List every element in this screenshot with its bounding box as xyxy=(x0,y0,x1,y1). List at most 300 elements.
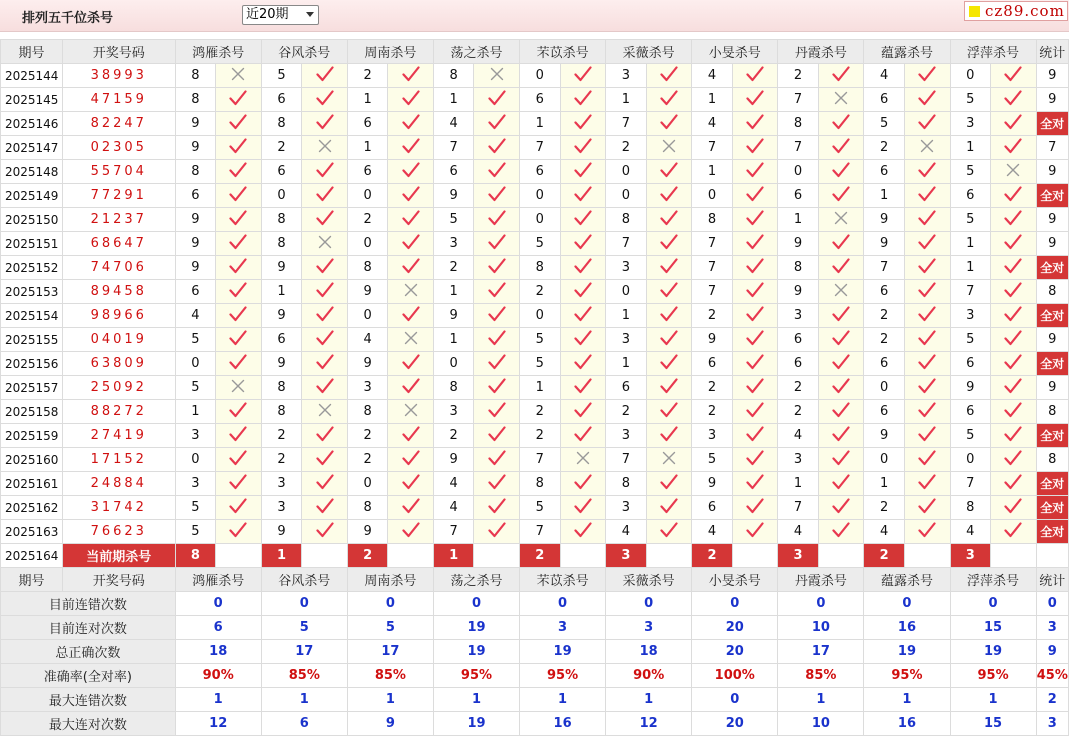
kill-number-cell: 5 xyxy=(175,328,216,352)
check-icon xyxy=(991,448,1037,472)
kill-number-cell: 7 xyxy=(950,472,991,496)
draw-number-cell: 47159 xyxy=(62,88,175,112)
check-icon xyxy=(904,88,950,112)
kill-number-cell: 7 xyxy=(433,136,474,160)
kill-number-cell: 3 xyxy=(950,112,991,136)
check-icon xyxy=(732,496,778,520)
kill-number-cell: 0 xyxy=(520,64,561,88)
check-icon xyxy=(474,400,520,424)
check-icon xyxy=(216,280,262,304)
check-icon xyxy=(818,520,864,544)
cross-icon xyxy=(818,88,864,112)
summary-value: 0 xyxy=(692,688,778,712)
kill-number-cell: 4 xyxy=(692,112,733,136)
check-icon xyxy=(646,256,692,280)
check-icon xyxy=(474,88,520,112)
kill-number-cell: 7 xyxy=(606,112,647,136)
current-issue-cell: 2025164 xyxy=(1,544,63,568)
col-header-issue: 期号 xyxy=(1,40,63,64)
issue-cell: 2025151 xyxy=(1,232,63,256)
check-icon xyxy=(991,256,1037,280)
check-icon xyxy=(560,112,606,136)
check-icon xyxy=(732,376,778,400)
check-icon xyxy=(646,424,692,448)
check-icon xyxy=(818,136,864,160)
issue-cell: 2025150 xyxy=(1,208,63,232)
stat-cell: 全对 xyxy=(1036,520,1068,544)
kill-number-cell: 2 xyxy=(261,136,302,160)
summary-value: 95% xyxy=(520,664,606,688)
check-icon xyxy=(904,112,950,136)
kill-number-cell: 9 xyxy=(347,280,388,304)
kill-number-cell: 8 xyxy=(347,256,388,280)
kill-number-cell: 2 xyxy=(520,400,561,424)
issue-cell: 2025148 xyxy=(1,160,63,184)
kill-number-cell: 3 xyxy=(606,424,647,448)
table-row xyxy=(1,256,1069,280)
kill-number-cell: 2 xyxy=(606,136,647,160)
draw-number-cell: 63809 xyxy=(62,352,175,376)
summary-value: 1 xyxy=(520,688,606,712)
kill-number-cell: 2 xyxy=(778,64,819,88)
col-header-expert: 周南杀号 xyxy=(347,40,433,64)
kill-number-cell: 0 xyxy=(606,184,647,208)
kill-number-cell: 1 xyxy=(950,232,991,256)
table-row xyxy=(1,232,1069,256)
check-icon xyxy=(388,448,434,472)
check-icon xyxy=(560,136,606,160)
kill-number-cell: 7 xyxy=(692,256,733,280)
kill-number-cell: 3 xyxy=(175,424,216,448)
col-header-issue: 期号 xyxy=(1,568,63,592)
summary-stat-value: 0 xyxy=(1036,592,1068,616)
kill-number-cell: 9 xyxy=(261,520,302,544)
stat-cell: 全对 xyxy=(1036,496,1068,520)
check-icon xyxy=(216,304,262,328)
kill-number-cell: 3 xyxy=(433,232,474,256)
kill-number-cell: 6 xyxy=(520,160,561,184)
kill-number-table xyxy=(0,39,1069,736)
check-icon xyxy=(646,376,692,400)
kill-number-cell: 8 xyxy=(347,496,388,520)
current-kill-label: 当前期杀号 xyxy=(62,544,175,568)
current-kill-number: 1 xyxy=(433,544,474,568)
check-icon xyxy=(732,88,778,112)
check-icon xyxy=(302,160,348,184)
current-kill-number: 2 xyxy=(692,544,733,568)
check-icon xyxy=(302,352,348,376)
draw-number-cell: 38993 xyxy=(62,64,175,88)
kill-number-cell: 8 xyxy=(261,208,302,232)
kill-number-cell: 7 xyxy=(778,136,819,160)
col-header-expert: 丹霞杀号 xyxy=(778,568,864,592)
check-icon xyxy=(302,304,348,328)
col-header-expert: 浮萍杀号 xyxy=(950,40,1036,64)
stat-cell: 全对 xyxy=(1036,184,1068,208)
kill-number-cell: 3 xyxy=(692,424,733,448)
check-icon xyxy=(991,280,1037,304)
draw-number-cell: 17152 xyxy=(62,448,175,472)
check-icon xyxy=(991,376,1037,400)
kill-number-cell: 0 xyxy=(347,184,388,208)
kill-number-cell: 7 xyxy=(692,232,733,256)
cross-icon xyxy=(216,376,262,400)
summary-value: 0 xyxy=(520,592,606,616)
check-icon xyxy=(646,400,692,424)
check-icon xyxy=(732,280,778,304)
kill-number-cell: 6 xyxy=(778,328,819,352)
kill-number-cell: 0 xyxy=(778,160,819,184)
kill-number-cell: 9 xyxy=(692,328,733,352)
kill-number-cell: 0 xyxy=(950,64,991,88)
check-icon xyxy=(560,376,606,400)
kill-number-cell: 4 xyxy=(692,64,733,88)
draw-number-cell: 68647 xyxy=(62,232,175,256)
kill-number-cell: 5 xyxy=(175,496,216,520)
summary-value: 85% xyxy=(778,664,864,688)
kill-number-cell: 2 xyxy=(606,400,647,424)
kill-number-cell: 7 xyxy=(606,232,647,256)
draw-number-cell: 31742 xyxy=(62,496,175,520)
check-icon xyxy=(388,520,434,544)
check-icon xyxy=(991,136,1037,160)
kill-number-cell: 9 xyxy=(433,448,474,472)
stat-cell: 全对 xyxy=(1036,304,1068,328)
check-icon xyxy=(646,64,692,88)
check-icon xyxy=(388,256,434,280)
col-header-draw: 开奖号码 xyxy=(62,40,175,64)
summary-row xyxy=(1,712,1069,736)
summary-stat-value: 9 xyxy=(1036,640,1068,664)
check-icon xyxy=(560,160,606,184)
check-icon xyxy=(302,256,348,280)
col-header-expert: 采薇杀号 xyxy=(606,40,692,64)
kill-number-cell: 5 xyxy=(864,112,905,136)
check-icon xyxy=(904,328,950,352)
check-icon xyxy=(388,496,434,520)
issue-cell: 2025160 xyxy=(1,448,63,472)
summary-value: 0 xyxy=(261,592,347,616)
check-icon xyxy=(991,64,1037,88)
summary-value: 19 xyxy=(433,640,519,664)
draw-number-cell: 04019 xyxy=(62,328,175,352)
kill-number-cell: 3 xyxy=(347,376,388,400)
kill-number-cell: 4 xyxy=(864,64,905,88)
cross-icon xyxy=(216,64,262,88)
check-icon xyxy=(818,352,864,376)
kill-number-cell: 9 xyxy=(864,208,905,232)
issue-cell: 2025156 xyxy=(1,352,63,376)
current-kill-blank xyxy=(302,544,348,568)
summary-value: 0 xyxy=(864,592,950,616)
check-icon xyxy=(904,496,950,520)
kill-number-cell: 6 xyxy=(261,328,302,352)
check-icon xyxy=(474,376,520,400)
check-icon xyxy=(732,520,778,544)
cross-icon xyxy=(388,328,434,352)
check-icon xyxy=(904,376,950,400)
kill-number-cell: 1 xyxy=(433,328,474,352)
check-icon xyxy=(560,256,606,280)
kill-number-cell: 6 xyxy=(175,280,216,304)
summary-value: 95% xyxy=(864,664,950,688)
summary-value: 1 xyxy=(175,688,261,712)
kill-number-cell: 2 xyxy=(692,376,733,400)
kill-number-cell: 6 xyxy=(950,184,991,208)
kill-number-cell: 1 xyxy=(175,400,216,424)
col-header-expert: 周南杀号 xyxy=(347,568,433,592)
check-icon xyxy=(732,400,778,424)
kill-number-cell: 2 xyxy=(433,256,474,280)
check-icon xyxy=(818,160,864,184)
kill-number-cell: 3 xyxy=(606,328,647,352)
check-icon xyxy=(560,304,606,328)
summary-label: 目前连错次数 xyxy=(1,592,176,616)
issue-cell: 2025152 xyxy=(1,256,63,280)
check-icon xyxy=(646,88,692,112)
current-kill-blank xyxy=(388,544,434,568)
site-logo[interactable] xyxy=(964,1,1068,21)
kill-number-cell: 6 xyxy=(433,160,474,184)
kill-number-cell: 6 xyxy=(950,352,991,376)
check-icon xyxy=(991,400,1037,424)
kill-number-cell: 8 xyxy=(606,208,647,232)
check-icon xyxy=(646,232,692,256)
check-icon xyxy=(302,184,348,208)
kill-number-cell: 4 xyxy=(347,328,388,352)
kill-number-cell: 2 xyxy=(433,424,474,448)
cross-icon xyxy=(388,280,434,304)
kill-number-cell: 8 xyxy=(175,64,216,88)
check-icon xyxy=(216,136,262,160)
draw-number-cell: 24884 xyxy=(62,472,175,496)
kill-number-cell: 7 xyxy=(520,448,561,472)
kill-number-cell: 4 xyxy=(433,496,474,520)
kill-number-cell: 3 xyxy=(261,496,302,520)
draw-number-cell: 82247 xyxy=(62,112,175,136)
check-icon xyxy=(474,496,520,520)
kill-number-cell: 2 xyxy=(347,448,388,472)
check-icon xyxy=(216,400,262,424)
col-header-expert: 芣苡杀号 xyxy=(520,568,606,592)
check-icon xyxy=(646,184,692,208)
stat-cell: 9 xyxy=(1036,328,1068,352)
kill-number-cell: 8 xyxy=(778,112,819,136)
current-kill-number: 3 xyxy=(778,544,819,568)
kill-number-cell: 7 xyxy=(520,520,561,544)
check-icon xyxy=(302,112,348,136)
kill-number-cell: 6 xyxy=(175,184,216,208)
cross-icon xyxy=(646,448,692,472)
issue-cell: 2025146 xyxy=(1,112,63,136)
check-icon xyxy=(646,304,692,328)
kill-number-cell: 6 xyxy=(261,88,302,112)
current-kill-blank xyxy=(991,544,1037,568)
kill-number-cell: 1 xyxy=(433,280,474,304)
check-icon xyxy=(474,448,520,472)
issue-cell: 2025159 xyxy=(1,424,63,448)
summary-value: 10 xyxy=(778,712,864,736)
kill-number-cell: 1 xyxy=(692,160,733,184)
kill-number-cell: 9 xyxy=(261,256,302,280)
check-icon xyxy=(904,280,950,304)
table-row xyxy=(1,304,1069,328)
col-header-expert: 谷风杀号 xyxy=(261,568,347,592)
kill-number-cell: 5 xyxy=(950,424,991,448)
summary-value: 95% xyxy=(433,664,519,688)
table-row xyxy=(1,64,1069,88)
kill-number-cell: 0 xyxy=(347,232,388,256)
check-icon xyxy=(474,136,520,160)
cross-icon xyxy=(560,448,606,472)
summary-value: 19 xyxy=(433,616,519,640)
summary-value: 19 xyxy=(520,640,606,664)
draw-number-cell: 27419 xyxy=(62,424,175,448)
kill-number-cell: 4 xyxy=(778,520,819,544)
summary-value: 0 xyxy=(950,592,1036,616)
kill-number-cell: 1 xyxy=(864,184,905,208)
table-row xyxy=(1,328,1069,352)
summary-value: 16 xyxy=(864,712,950,736)
draw-number-cell: 77291 xyxy=(62,184,175,208)
check-icon xyxy=(818,496,864,520)
kill-number-cell: 5 xyxy=(950,208,991,232)
issue-cell: 2025162 xyxy=(1,496,63,520)
check-icon xyxy=(216,208,262,232)
kill-number-cell: 2 xyxy=(692,304,733,328)
summary-value: 5 xyxy=(347,616,433,640)
kill-number-cell: 9 xyxy=(433,304,474,328)
issue-cell: 2025158 xyxy=(1,400,63,424)
check-icon xyxy=(904,424,950,448)
kill-number-cell: 6 xyxy=(692,352,733,376)
check-icon xyxy=(991,184,1037,208)
kill-number-cell: 6 xyxy=(864,400,905,424)
col-header-expert: 采薇杀号 xyxy=(606,568,692,592)
check-icon xyxy=(732,256,778,280)
cross-icon xyxy=(818,208,864,232)
draw-number-cell: 55704 xyxy=(62,160,175,184)
check-icon xyxy=(474,184,520,208)
check-icon xyxy=(732,160,778,184)
kill-number-cell: 8 xyxy=(175,88,216,112)
summary-value: 15 xyxy=(950,712,1036,736)
check-icon xyxy=(216,472,262,496)
kill-number-cell: 5 xyxy=(520,328,561,352)
col-header-draw: 开奖号码 xyxy=(62,568,175,592)
kill-number-cell: 2 xyxy=(347,208,388,232)
kill-number-cell: 8 xyxy=(261,112,302,136)
kill-number-cell: 8 xyxy=(433,376,474,400)
summary-value: 20 xyxy=(692,616,778,640)
kill-number-cell: 3 xyxy=(606,64,647,88)
kill-number-cell: 9 xyxy=(692,472,733,496)
check-icon xyxy=(646,280,692,304)
check-icon xyxy=(216,496,262,520)
check-icon xyxy=(302,208,348,232)
stat-cell: 8 xyxy=(1036,400,1068,424)
check-icon xyxy=(560,232,606,256)
cross-icon xyxy=(646,136,692,160)
summary-value: 16 xyxy=(520,712,606,736)
kill-number-cell: 0 xyxy=(950,448,991,472)
summary-stat-value: 45% xyxy=(1036,664,1068,688)
summary-stat-value: 2 xyxy=(1036,688,1068,712)
check-icon xyxy=(302,376,348,400)
check-icon xyxy=(302,424,348,448)
kill-number-cell: 7 xyxy=(778,496,819,520)
col-header-expert: 荡之杀号 xyxy=(433,40,519,64)
check-icon xyxy=(560,520,606,544)
summary-value: 19 xyxy=(864,640,950,664)
kill-number-cell: 0 xyxy=(433,352,474,376)
summary-value: 17 xyxy=(347,640,433,664)
check-icon xyxy=(904,256,950,280)
check-icon xyxy=(302,328,348,352)
check-icon xyxy=(388,304,434,328)
stat-cell: 9 xyxy=(1036,208,1068,232)
current-kill-number: 2 xyxy=(520,544,561,568)
check-icon xyxy=(991,232,1037,256)
check-icon xyxy=(904,184,950,208)
check-icon xyxy=(388,160,434,184)
summary-value: 18 xyxy=(606,640,692,664)
kill-number-cell: 2 xyxy=(778,400,819,424)
summary-value: 19 xyxy=(433,712,519,736)
table-row xyxy=(1,352,1069,376)
check-icon xyxy=(904,208,950,232)
stat-cell: 9 xyxy=(1036,64,1068,88)
table-row xyxy=(1,400,1069,424)
kill-number-cell: 6 xyxy=(347,160,388,184)
check-icon xyxy=(818,472,864,496)
kill-number-cell: 6 xyxy=(520,88,561,112)
stat-cell: 全对 xyxy=(1036,256,1068,280)
kill-number-cell: 0 xyxy=(520,304,561,328)
kill-number-cell: 7 xyxy=(950,280,991,304)
kill-number-cell: 1 xyxy=(692,88,733,112)
summary-value: 1 xyxy=(864,688,950,712)
kill-number-cell: 5 xyxy=(950,88,991,112)
current-kill-blank xyxy=(560,544,606,568)
page-title: 排列五千位杀号 xyxy=(22,11,114,26)
check-icon xyxy=(388,184,434,208)
draw-number-cell: 89458 xyxy=(62,280,175,304)
check-icon xyxy=(388,376,434,400)
issue-cell: 2025154 xyxy=(1,304,63,328)
kill-number-cell: 1 xyxy=(606,352,647,376)
col-header-expert: 丹霞杀号 xyxy=(778,40,864,64)
summary-value: 0 xyxy=(175,592,261,616)
check-icon xyxy=(991,328,1037,352)
header-row xyxy=(1,40,1069,64)
check-icon xyxy=(732,112,778,136)
summary-row xyxy=(1,664,1069,688)
check-icon xyxy=(818,328,864,352)
kill-number-cell: 1 xyxy=(261,280,302,304)
check-icon xyxy=(818,424,864,448)
check-icon xyxy=(732,232,778,256)
summary-value: 17 xyxy=(261,640,347,664)
kill-number-cell: 8 xyxy=(175,160,216,184)
check-icon xyxy=(646,520,692,544)
table-row xyxy=(1,376,1069,400)
period-select[interactable] xyxy=(242,5,319,25)
col-header-expert: 鸿雁杀号 xyxy=(175,568,261,592)
issue-cell: 2025144 xyxy=(1,64,63,88)
check-icon xyxy=(646,208,692,232)
summary-value: 18 xyxy=(175,640,261,664)
